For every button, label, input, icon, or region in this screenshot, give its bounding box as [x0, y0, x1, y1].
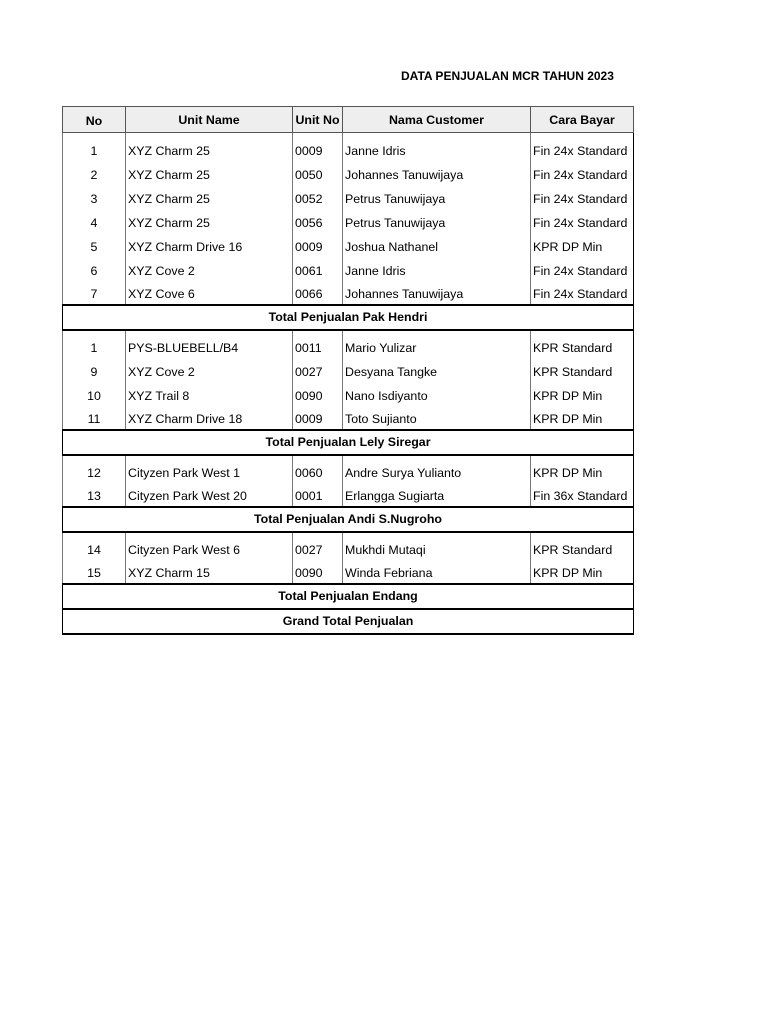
- cell-no: 11: [63, 406, 126, 430]
- table-row: [63, 209, 634, 233]
- cell-unit-name: Cityzen Park West 20: [126, 483, 293, 507]
- cell-cara-bayar: Fin 24x Standard: [531, 209, 634, 233]
- header-cara-bayar: Cara Bayar: [531, 107, 634, 133]
- cell-customer: Erlangga Sugiarta: [343, 483, 531, 507]
- cell-customer: Johannes Tanuwijaya: [343, 161, 531, 185]
- cell-cara-bayar: KPR Standard: [531, 358, 634, 382]
- cell-no: 1: [63, 137, 126, 161]
- cell-cara-bayar: KPR DP Min: [531, 233, 634, 257]
- cell-customer: Joshua Nathanel: [343, 233, 531, 257]
- grand-total-label: Grand Total Penjualan: [63, 609, 634, 634]
- cell-no: 7: [63, 281, 126, 305]
- cell-unit-no: 0009: [293, 233, 343, 257]
- cell-unit-name: XYZ Cove 2: [126, 358, 293, 382]
- header-nama-customer: Nama Customer: [343, 107, 531, 133]
- cell-unit-name: XYZ Charm Drive 16: [126, 233, 293, 257]
- cell-cara-bayar: KPR DP Min: [531, 560, 634, 584]
- cell-cara-bayar: Fin 24x Standard: [531, 257, 634, 281]
- cell-unit-no: 0090: [293, 382, 343, 406]
- cell-no: 6: [63, 257, 126, 281]
- table-row: [63, 185, 634, 209]
- grand-total-row: [63, 609, 634, 634]
- cell-unit-no: 0060: [293, 459, 343, 483]
- cell-no: 14: [63, 536, 126, 560]
- cell-cara-bayar: KPR DP Min: [531, 459, 634, 483]
- cell-cara-bayar: KPR Standard: [531, 334, 634, 358]
- cell-unit-name: XYZ Cove 6: [126, 281, 293, 305]
- table-row: [63, 358, 634, 382]
- cell-unit-no: 0027: [293, 536, 343, 560]
- cell-customer: Nano Isdiyanto: [343, 382, 531, 406]
- cell-customer: Andre Surya Yulianto: [343, 459, 531, 483]
- table-body: [63, 133, 634, 634]
- cell-unit-no: 0090: [293, 560, 343, 584]
- subtotal-label: Total Penjualan Pak Hendri: [63, 305, 634, 330]
- subtotal-row: [63, 507, 634, 532]
- subtotal-label: Total Penjualan Andi S.Nugroho: [63, 507, 634, 532]
- cell-no: 3: [63, 185, 126, 209]
- cell-cara-bayar: KPR Standard: [531, 536, 634, 560]
- cell-unit-name: Cityzen Park West 6: [126, 536, 293, 560]
- cell-cara-bayar: Fin 24x Standard: [531, 185, 634, 209]
- cell-unit-no: 0001: [293, 483, 343, 507]
- cell-customer: Winda Febriana: [343, 560, 531, 584]
- cell-customer: Janne Idris: [343, 257, 531, 281]
- sales-table: [62, 106, 634, 635]
- cell-unit-name: XYZ Charm 25: [126, 185, 293, 209]
- cell-no: 5: [63, 233, 126, 257]
- cell-unit-no: 0056: [293, 209, 343, 233]
- cell-cara-bayar: KPR DP Min: [531, 382, 634, 406]
- cell-cara-bayar: Fin 36x Standard: [531, 483, 634, 507]
- cell-unit-name: XYZ Trail 8: [126, 382, 293, 406]
- table-row: [63, 233, 634, 257]
- cell-unit-no: 0011: [293, 334, 343, 358]
- cell-unit-name: Cityzen Park West 1: [126, 459, 293, 483]
- table-row: [63, 137, 634, 161]
- cell-cara-bayar: Fin 24x Standard: [531, 137, 634, 161]
- subtotal-row: [63, 430, 634, 455]
- cell-customer: Johannes Tanuwijaya: [343, 281, 531, 305]
- cell-unit-no: 0050: [293, 161, 343, 185]
- cell-unit-name: XYZ Charm 25: [126, 137, 293, 161]
- cell-customer: Janne Idris: [343, 137, 531, 161]
- cell-unit-name: PYS-BLUEBELL/B4: [126, 334, 293, 358]
- header-unit-no: Unit No: [293, 107, 343, 133]
- cell-unit-no: 0027: [293, 358, 343, 382]
- subtotal-row: [63, 584, 634, 609]
- sheet-title: DATA PENJUALAN MCR TAHUN 2023: [401, 69, 614, 83]
- table-row: [63, 560, 634, 584]
- cell-unit-name: XYZ Charm 25: [126, 161, 293, 185]
- table-row: [63, 257, 634, 281]
- cell-customer: Desyana Tangke: [343, 358, 531, 382]
- cell-no: 1: [63, 334, 126, 358]
- cell-no: 12: [63, 459, 126, 483]
- table-row: [63, 161, 634, 185]
- cell-unit-no: 0009: [293, 406, 343, 430]
- table-row: [63, 459, 634, 483]
- cell-unit-no: 0052: [293, 185, 343, 209]
- cell-no: 15: [63, 560, 126, 584]
- cell-no: 2: [63, 161, 126, 185]
- cell-no: 13: [63, 483, 126, 507]
- header-no: No: [63, 107, 126, 133]
- table-row: [63, 334, 634, 358]
- cell-customer: Mukhdi Mutaqi: [343, 536, 531, 560]
- cell-unit-no: 0066: [293, 281, 343, 305]
- cell-no: 4: [63, 209, 126, 233]
- cell-unit-name: XYZ Charm 25: [126, 209, 293, 233]
- table-row: [63, 536, 634, 560]
- subtotal-label: Total Penjualan Endang: [63, 584, 634, 609]
- cell-unit-name: XYZ Charm Drive 18: [126, 406, 293, 430]
- cell-no: 9: [63, 358, 126, 382]
- cell-unit-no: 0009: [293, 137, 343, 161]
- header-row: [63, 107, 634, 133]
- subtotal-label: Total Penjualan Lely Siregar: [63, 430, 634, 455]
- cell-cara-bayar: Fin 24x Standard: [531, 161, 634, 185]
- cell-unit-name: XYZ Charm 15: [126, 560, 293, 584]
- cell-customer: Petrus Tanuwijaya: [343, 209, 531, 233]
- cell-customer: Toto Sujianto: [343, 406, 531, 430]
- header-unit-name: Unit Name: [126, 107, 293, 133]
- cell-cara-bayar: KPR DP Min: [531, 406, 634, 430]
- cell-customer: Mario Yulizar: [343, 334, 531, 358]
- table-row: [63, 483, 634, 507]
- cell-cara-bayar: Fin 24x Standard: [531, 281, 634, 305]
- cell-unit-name: XYZ Cove 2: [126, 257, 293, 281]
- cell-no: 10: [63, 382, 126, 406]
- subtotal-row: [63, 305, 634, 330]
- table-row: [63, 406, 634, 430]
- table-row: [63, 281, 634, 305]
- table-row: [63, 382, 634, 406]
- cell-unit-no: 0061: [293, 257, 343, 281]
- cell-customer: Petrus Tanuwijaya: [343, 185, 531, 209]
